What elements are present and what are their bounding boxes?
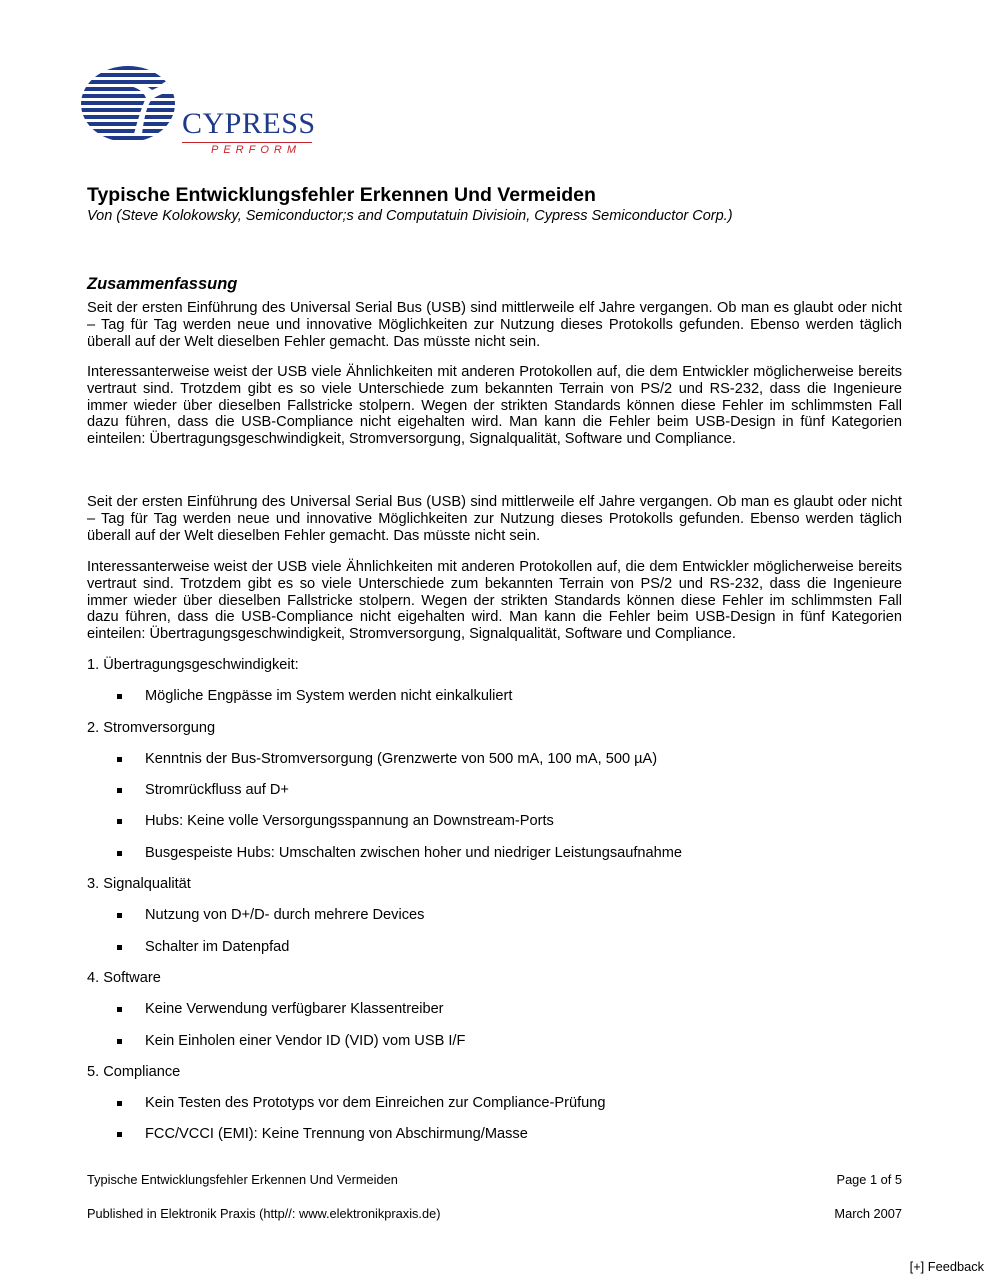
list-item	[87, 1094, 902, 1125]
bullet-icon	[117, 913, 122, 918]
category-heading: 3. Signalqualität	[87, 876, 191, 893]
footer-doc-title: Typische Entwicklungsfehler Erkennen Und Vermeiden	[87, 1172, 398, 1187]
category-heading: 2. Stromversorgung	[87, 719, 216, 736]
category-heading: 1. Übertragungsgeschwindigkeit:	[87, 657, 299, 673]
list-item	[87, 1032, 902, 1063]
list-item	[87, 750, 902, 781]
list-item-text: FCC/VCCI (EMI): Keine Trennung von Abschirmung/Masse	[145, 1126, 528, 1143]
bullet-icon	[117, 1007, 122, 1012]
list-item	[87, 906, 902, 937]
category-heading: 4. Software	[87, 969, 161, 986]
logo-rule	[182, 142, 312, 143]
bullet-icon	[117, 819, 122, 824]
category-heading: 5. Compliance	[87, 1063, 181, 1080]
bullet-icon	[117, 851, 122, 856]
list-item-text: Hubs: Keine volle Versorgungsspannung an Downstream-Ports	[145, 813, 554, 830]
bullet-icon	[117, 757, 122, 762]
list-item	[87, 687, 902, 718]
list-item-text: Nutzung von D+/D- durch mehrere Devices	[145, 907, 425, 924]
list-item	[87, 1000, 902, 1031]
cypress-logo	[80, 64, 315, 160]
list-item-text: Stromrückfluss auf D+	[145, 782, 289, 799]
feedback-link[interactable]: [+] Feedback	[909, 1259, 984, 1274]
bullet-icon	[117, 1039, 122, 1044]
document-title: Typische Entwicklungsfehler Erkennen Und Vermeiden	[87, 184, 596, 206]
bullet-icon	[117, 788, 122, 793]
body-paragraph: Seit der ersten Einführung des Universal Serial Bus (USB) sind mittlerweile elf Jahre vergangen. Ob man es glaubt oder nicht – Tag für Tag werden neue und innovative Möglichkeiten zur Nutzung dieses Protokolls gefunden. Ebenso werden täglich überall auf der Welt dieselben Fehler gemacht. Das müsste nicht sein.	[87, 494, 902, 544]
bullet-icon	[117, 1101, 122, 1106]
bullet-icon	[117, 1132, 122, 1137]
list-item-text: Schalter im Datenpfad	[145, 938, 290, 955]
error-category-list	[87, 656, 902, 1157]
list-item	[87, 938, 902, 969]
logo-wordmark: CYPRESS	[182, 107, 316, 140]
footer-date: March 2007	[834, 1206, 902, 1221]
footer-publication: Published in Elektronik Praxis (http//: www.elektronikpraxis.de)	[87, 1206, 441, 1221]
body-paragraph: Interessanterweise weist der USB viele Ähnlichkeiten mit anderen Protokollen auf, die dem Entwickler möglicherweise bereits vertraut sind. Trotzdem gibt es so viele Unterschiede zum bekannten Terrain von PS/2 und RS-232, dass die Ingenieure immer wieder über dieselben Fallstricke stolpern. Wegen der strikten Standards können diese Fehler im schlimmsten Fall dazu führen, dass die USB-Compliance nicht eigehalten wird. Man kann die Fehler beim USB-Design in fünf Kategorien einteilen: Übertragungsgeschwindigkeit, Stromversorgung, Signalqualität, Software und Compliance.	[87, 559, 902, 643]
summary-paragraph: Seit der ersten Einführung des Universal Serial Bus (USB) sind mittlerweile elf Jahre vergangen. Ob man es glaubt oder nicht – Tag für Tag werden neue und innovative Möglichkeiten zur Nutzung dieses Protokolls gefunden. Ebenso werden täglich überall auf der Welt dieselben Fehler gemacht. Das müsste nicht sein.	[87, 300, 902, 350]
document-byline: Von (Steve Kolokowsky, Semiconductor;s and Computatuin Divisioin, Cypress Semiconductor Corp.)	[87, 208, 733, 224]
logo-tagline: PERFORM	[211, 144, 301, 156]
list-item-text: Busgespeiste Hubs: Umschalten zwischen hoher und niedriger Leistungsaufnahme	[145, 844, 683, 861]
section-heading: Zusammenfassung	[87, 275, 238, 293]
summary-paragraph: Interessanterweise weist der USB viele Ähnlichkeiten mit anderen Protokollen auf, die dem Entwickler möglicherweise bereits vertraut sind. Trotzdem gibt es so viele Unterschiede zum bekannten Terrain von PS/2 und RS-232, dass die Ingenieure immer wieder über dieselben Fallstricke stolpern. Wegen der strikten Standards können diese Fehler im schlimmsten Fall dazu führen, dass die USB-Compliance nicht eigehalten wird. Man kann die Fehler beim USB-Design in fünf Kategorien einteilen: Übertragungsgeschwindigkeit, Stromversorgung, Signalqualität, Software und Compliance.	[87, 364, 902, 448]
list-item	[87, 1125, 902, 1156]
list-item-text: Keine Verwendung verfügbarer Klassentreiber	[145, 1001, 444, 1018]
list-item-text: Kein Einholen einer Vendor ID (VID) vom USB I/F	[145, 1032, 466, 1049]
list-item-text: Mögliche Engpässe im System werden nicht einkalkuliert	[145, 688, 513, 705]
cypress-globe-icon	[80, 64, 180, 144]
bullet-icon	[117, 945, 122, 950]
list-item-text: Kein Testen des Prototyps vor dem Einreichen zur Compliance-Prüfung	[145, 1095, 606, 1112]
list-item	[87, 781, 902, 812]
list-item	[87, 812, 902, 843]
bullet-icon	[117, 694, 122, 699]
footer-page-number: Page 1 of 5	[836, 1172, 902, 1187]
list-item	[87, 844, 902, 875]
list-item-text: Kenntnis der Bus-Stromversorgung (Grenzwerte von 500 mA, 100 mA, 500 µA)	[145, 750, 658, 767]
